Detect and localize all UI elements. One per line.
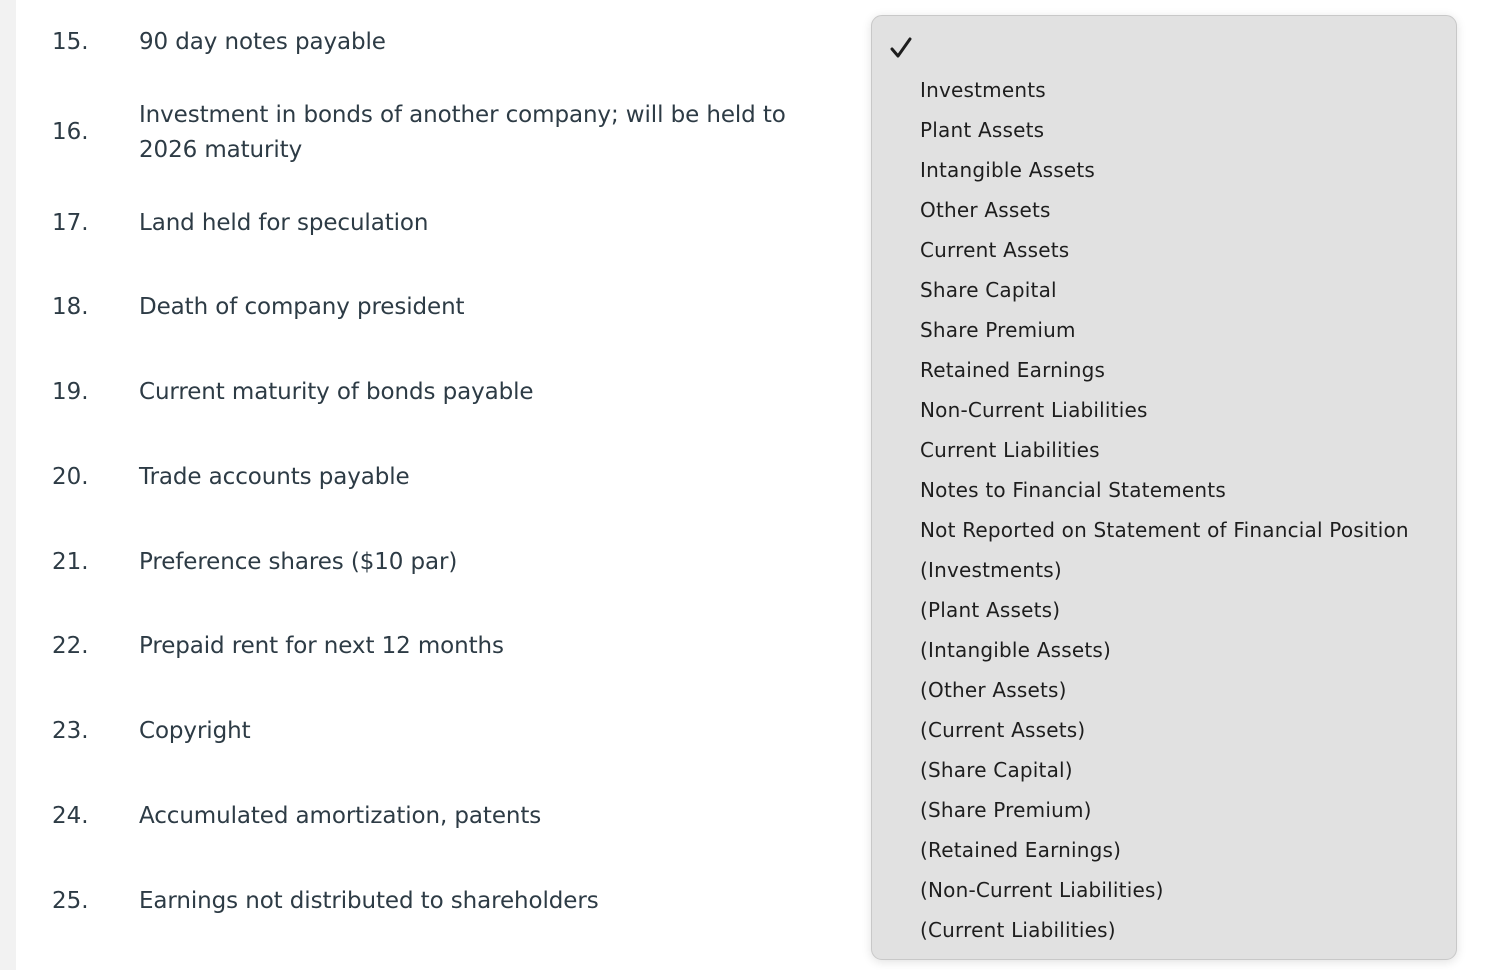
item-text: Preference shares ($10 par) [139,549,458,575]
dropdown-option-neg-investments[interactable]: (Investments) [920,558,1062,582]
dropdown-option-neg-retained-earnings[interactable]: (Retained Earnings) [920,838,1122,862]
item-number: 23. [52,718,89,744]
dropdown-option-other-assets[interactable]: Other Assets [920,198,1051,222]
dropdown-option-not-reported[interactable]: Not Reported on Statement of Financial Position [920,518,1409,542]
item-number: 17. [52,210,89,236]
item-text: Investment in bonds of another company; will be held to 2026 maturity [139,102,786,163]
item-number: 20. [52,464,89,490]
dropdown-option-non-current-liabilities[interactable]: Non-Current Liabilities [920,398,1148,422]
dropdown-option-investments[interactable]: Investments [920,78,1046,102]
dropdown-option-share-capital[interactable]: Share Capital [920,278,1057,302]
dropdown-option-neg-share-capital[interactable]: (Share Capital) [920,758,1073,782]
item-text: Accumulated amortization, patents [139,803,542,829]
item-number: 25. [52,888,89,914]
item-text: 90 day notes payable [139,29,386,55]
item-text: Prepaid rent for next 12 months [139,633,504,659]
item-number: 18. [52,294,89,320]
item-number: 21. [52,549,89,575]
dropdown-option-notes-to-financial-statements[interactable]: Notes to Financial Statements [920,478,1226,502]
item-text: Copyright [139,718,251,744]
item-text: Earnings not distributed to shareholders [139,888,599,914]
dropdown-option-current-assets[interactable]: Current Assets [920,238,1070,262]
dropdown-option-share-premium[interactable]: Share Premium [920,318,1076,342]
dropdown-option-plant-assets[interactable]: Plant Assets [920,118,1045,142]
dropdown-option-neg-plant-assets[interactable]: (Plant Assets) [920,598,1061,622]
dropdown-option-intangible-assets[interactable]: Intangible Assets [920,158,1096,182]
item-number: 24. [52,803,89,829]
dropdown-option-neg-current-assets[interactable]: (Current Assets) [920,718,1086,742]
dropdown-option-neg-non-current-liabilities[interactable]: (Non-Current Liabilities) [920,878,1164,902]
item-text: Death of company president [139,294,465,320]
item-number: 15. [52,29,89,55]
item-number: 16. [52,119,89,145]
dropdown-option-current-liabilities[interactable]: Current Liabilities [920,438,1100,462]
dropdown-option-retained-earnings[interactable]: Retained Earnings [920,358,1106,382]
dropdown-option-neg-share-premium[interactable]: (Share Premium) [920,798,1092,822]
checkmark-icon [889,34,913,62]
item-text: Current maturity of bonds payable [139,379,534,405]
item-number: 22. [52,633,89,659]
item-text: Trade accounts payable [139,464,410,490]
dropdown-option-neg-intangible-assets[interactable]: (Intangible Assets) [920,638,1112,662]
item-text: Land held for speculation [139,210,429,236]
dropdown-option-neg-current-liabilities[interactable]: (Current Liabilities) [920,918,1116,942]
item-number: 19. [52,379,89,405]
dropdown-option-neg-other-assets[interactable]: (Other Assets) [920,678,1067,702]
